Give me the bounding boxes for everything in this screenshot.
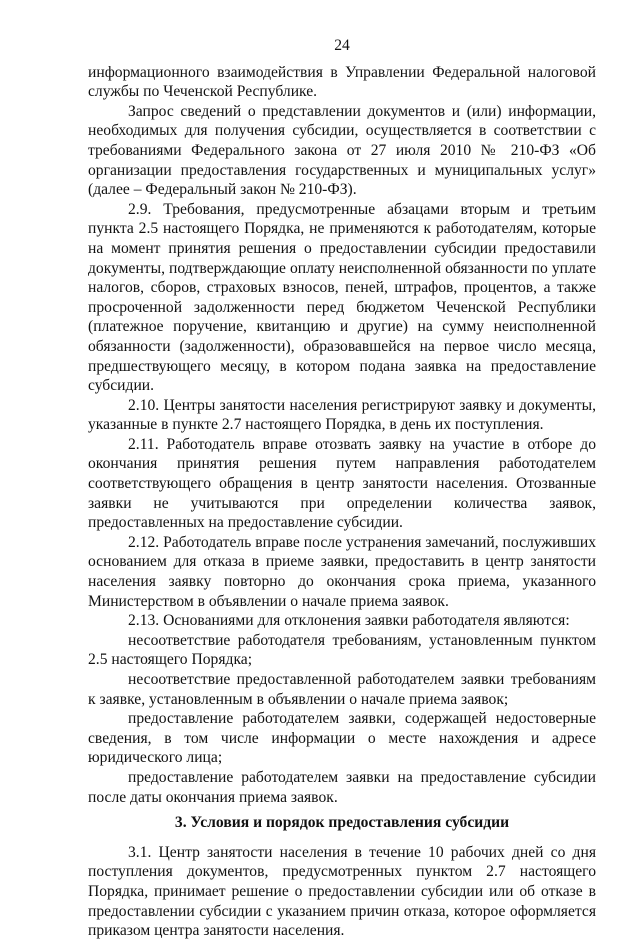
paragraph-2-10: 2.10. Центры занятости населения регистрируют заявку и документы, указанные в пункте 2.7 настоящего Порядка, в день их поступления. xyxy=(88,396,596,434)
page-number: 24 xyxy=(334,37,350,54)
paragraph-2-13-item-1: несоответствие работодателя требованиям, установленным пунктом 2.5 настоящего Порядка; xyxy=(88,631,596,669)
document-page xyxy=(88,36,596,941)
paragraph-2-11: 2.11. Работодатель вправе отозвать заявку на участие в отборе до окончания принятия решения путем направления работодателем соответствующего обращения в центр занятости населения. Отозванные заявки не учитываются при определении количества заявок, предоставленных на предоставление субсидии. xyxy=(88,435,596,532)
paragraph-request-info: Запрос сведений о представлении документов и (или) информации, необходимых для получения субсидии, осуществляется в соответствии с требованиями Федерального закона от 27 июля 2010 № 210-ФЗ «Об организации предоставления государственных и муниципальных услуг» (далее – Федеральный закон № 210-ФЗ). xyxy=(88,102,596,199)
body-after-heading xyxy=(88,843,596,941)
paragraph-2-9: 2.9. Требования, предусмотренные абзацами вторым и третьим пункта 2.5 настоящего Порядка, не применяются к работодателям, которые на момент принятия решения о предоставлении субсидии предоставили документы, подтверждающие оплату неисполненной обязанности по уплате налогов, сборов, страховых взносов, пеней, штрафов, процентов, а также просроченной задолженности перед бюджетом Чеченской Республики (платежное поручение, квитанцию и другие) на сумму неисполненной обязанности (задолженности), образовавшейся на первое число месяца, предшествующего месяцу, в котором подана заявка на предоставление субсидии. xyxy=(88,200,596,395)
section-heading: 3. Условия и порядок предоставления субсидии xyxy=(174,814,510,832)
paragraph-2-12: 2.12. Работодатель вправе после устранения замечаний, послуживших основанием для отказа в приеме заявки, предоставить в центр занятости населения заявку повторно до окончания срока приема, указанного Министерством в объявлении о начале приема заявок. xyxy=(88,533,596,610)
paragraph-3-1: 3.1. Центр занятости населения в течение 10 рабочих дней со дня поступления документов, предусмотренных пунктом 2.7 настоящего Порядка, принимает решение о предоставлении субсидии или об отказе в предоставлении субсидии с указанием причин отказа, которое оформляется приказом центра занятости населения. xyxy=(88,843,596,940)
paragraph-continuation: информационного взаимодействия в Управлении Федеральной налоговой службы по Чеченской Республике. xyxy=(88,63,596,101)
paragraph-2-13: 2.13. Основаниями для отклонения заявки работодателя являются: xyxy=(128,612,570,630)
paragraph-2-13-item-4: предоставление работодателем заявки на предоставление субсидии после даты окончания приема заявок. xyxy=(88,768,596,806)
paragraph-2-13-item-2: несоответствие предоставленной работодателем заявки требованиям к заявке, установленным в объявлении о начале приема заявок; xyxy=(88,671,596,708)
body-before-heading xyxy=(88,63,596,808)
paragraph-2-13-item-3: предоставление работодателем заявки, содержащей недостоверные сведения, в том числе информации о месте нахождения и адресе юридического лица; xyxy=(88,710,596,767)
